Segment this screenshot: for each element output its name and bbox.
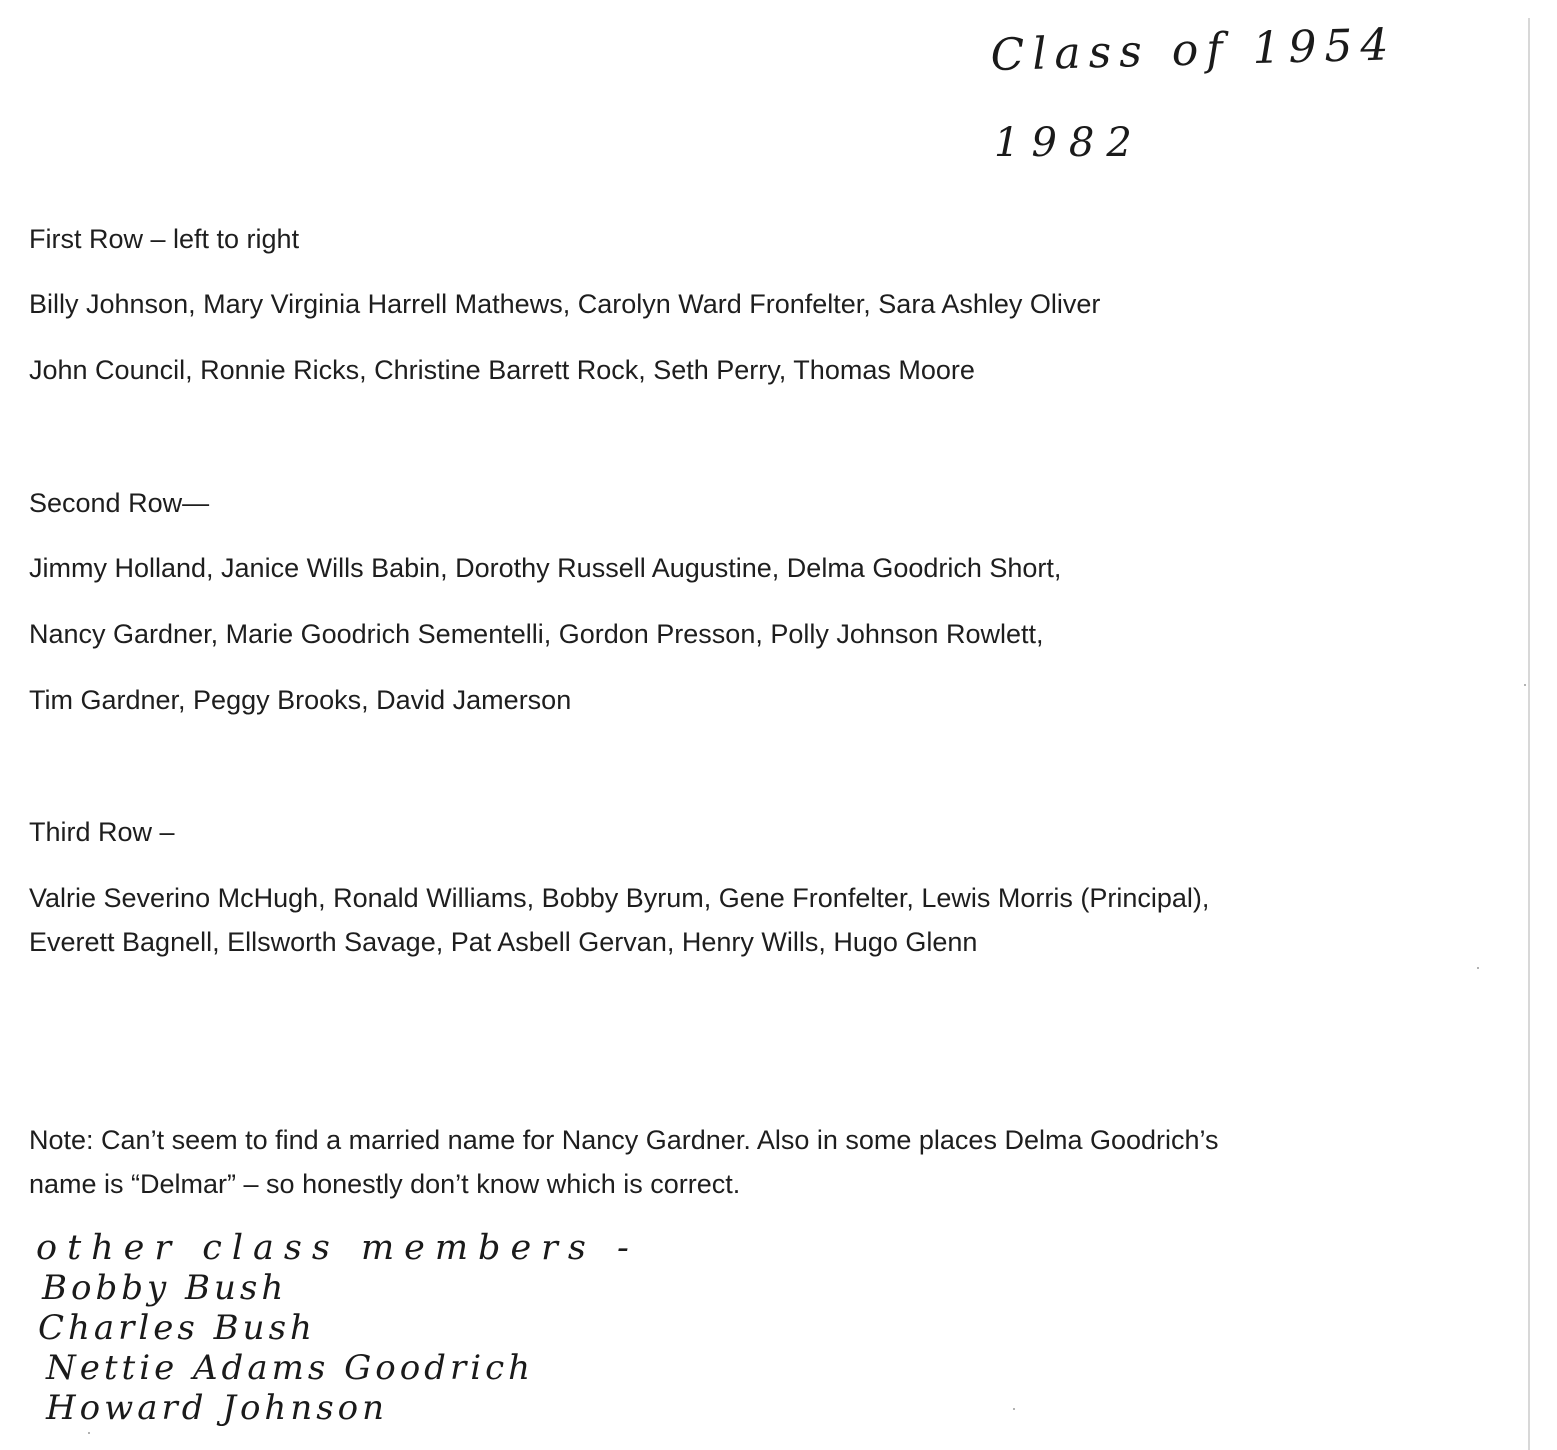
scan-speck [1524, 684, 1526, 686]
other-members-list [36, 1228, 639, 1428]
scan-speck [88, 1432, 90, 1434]
first-row-heading: First Row – left to right [29, 224, 300, 254]
third-row-heading: Third Row – [29, 817, 175, 847]
second-row-line-3: Tim Gardner, Peggy Brooks, David Jamerson [29, 685, 572, 715]
handwritten-title: Class of 1954 [990, 19, 1398, 81]
second-row-line-2: Nancy Gardner, Marie Goodrich Sementelli, Gordon Presson, Polly Johnson Rowlett, [29, 619, 1044, 649]
other-member-name: Bobby Bush [42, 1268, 288, 1308]
second-row-line-1: Jimmy Holland, Janice Wills Babin, Dorothy Russell Augustine, Delma Goodrich Short, [29, 553, 1062, 583]
other-member-name: Charles Bush [38, 1308, 316, 1348]
third-row-text: Valrie Severino McHugh, Ronald Williams, Bobby Byrum, Gene Fronfelter, Lewis Morris (Principal), Everett Bagnell, Ellsworth Savage, Pat Asbell Gervan, Henry Wills, Hugo Glenn [29, 883, 1210, 957]
handwritten-year: 1982 [994, 120, 1144, 166]
note-paragraph: Note: Can’t seem to find a married name for Nancy Gardner. Also in some places Delma Goodrich’s name is “Delmar” – so honestly don’t know which is correct. [29, 1125, 1219, 1199]
other-member-name: Howard Johnson [46, 1388, 389, 1428]
first-row-line-1: Billy Johnson, Mary Virginia Harrell Mathews, Carolyn Ward Fronfelter, Sara Ashley Oliver [29, 289, 1101, 319]
scan-edge-line [1528, 18, 1530, 1450]
second-row-heading: Second Row— [29, 488, 210, 518]
first-row-line-2: John Council, Ronnie Ricks, Christine Barrett Rock, Seth Perry, Thomas Moore [29, 355, 975, 385]
other-member-name: Nettie Adams Goodrich [46, 1348, 535, 1388]
other-members-heading: other class members - [36, 1228, 639, 1268]
scan-speck [1477, 967, 1479, 969]
scan-speck [1013, 1408, 1015, 1410]
